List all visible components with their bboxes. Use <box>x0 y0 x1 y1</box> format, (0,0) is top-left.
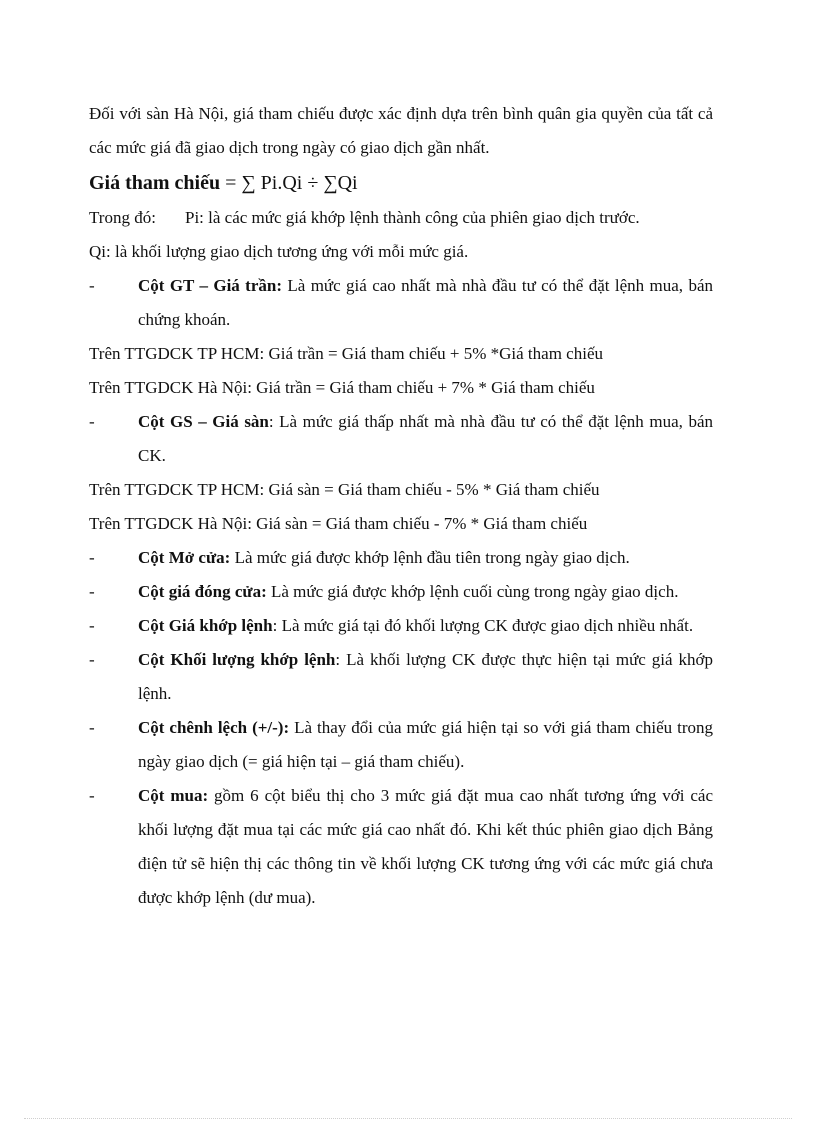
formula-left: Giá tham chiếu <box>89 172 221 194</box>
where-qi-line: Qi: là khối lượng giao dịch tương ứng với mỗi mức giá. <box>89 242 469 261</box>
term-floor: Cột GS – Giá sàn <box>138 412 269 431</box>
page-content <box>89 97 713 915</box>
list-item-text <box>138 643 713 711</box>
list-item-match-price <box>89 609 713 643</box>
ceiling-hcm-line: Trên TTGDCK TP HCM: Giá trần = Giá tham chiếu + 5% *Giá tham chiếu <box>89 344 603 363</box>
list-item-close <box>89 575 713 609</box>
list-item-match-volume <box>89 643 713 711</box>
list-item-text <box>138 609 693 643</box>
bullet-dash: - <box>89 786 95 805</box>
list-item-floor <box>89 405 713 473</box>
list-item-buy <box>89 779 713 915</box>
term-open: Cột Mở cửa: <box>138 548 231 567</box>
list-item-text <box>138 711 713 779</box>
bullet-dash: - <box>89 718 95 737</box>
formula-sum-q: ∑Qi <box>323 172 358 194</box>
term-match-volume: Cột Khối lượng khớp lệnh <box>138 650 336 669</box>
term-ceiling: Cột GT – Giá trần: <box>138 276 282 295</box>
intro-paragraph <box>89 97 713 165</box>
reference-price-formula <box>89 163 713 203</box>
list-item-ceiling <box>89 269 713 337</box>
term-match-price: Cột Giá khớp lệnh <box>138 616 273 635</box>
term-buy: Cột mua: <box>138 786 209 805</box>
intro-line-1: Đối với sàn Hà Nội, giá tham chiếu được xác định dựa trên bình quân gia quyền <box>89 104 643 123</box>
intro-line-2: của tất cả các mức giá đã giao dịch trong ngày có giao dịch gần nhất. <box>89 104 714 157</box>
definition-floor: : Là mức giá thấp nhất mà nhà đầu tư có thể đặt lệnh mua, bán CK. <box>138 412 713 465</box>
term-close: Cột giá đóng cửa: <box>138 582 267 601</box>
definition-open: Là mức giá được khớp lệnh đầu tiên trong ngày giao dịch. <box>230 548 630 567</box>
list-item-open <box>89 541 713 575</box>
formula-equals: = <box>220 172 242 194</box>
floor-hcm-line: Trên TTGDCK TP HCM: Giá sàn = Giá tham chiếu - 5% * Giá tham chiếu <box>89 480 600 499</box>
bullet-dash: - <box>89 582 95 601</box>
bullet-dash: - <box>89 650 95 669</box>
page-bottom-divider <box>24 1118 792 1119</box>
term-change-tail: (+/-): <box>247 718 290 737</box>
ceiling-hanoi-line: Trên TTGDCK Hà Nội: Giá trần = Giá tham chiếu + 7% * Giá tham chiếu <box>89 378 595 397</box>
floor-hanoi-line: Trên TTGDCK Hà Nội: Giá sàn = Giá tham chiếu - 7% * Giá tham chiếu <box>89 514 588 533</box>
definition-match-volume: : Là khối lượng CK được thực hiện tại mức giá khớp lệnh. <box>138 650 713 703</box>
bullet-dash: - <box>89 616 95 635</box>
bullet-dash: - <box>89 276 95 295</box>
definition-match-price: : Là mức giá tại đó khối lượng CK được giao dịch nhiều nhất. <box>272 616 694 635</box>
list-item-text <box>138 541 630 575</box>
definition-change: Là thay đổi của mức giá hiện tại so với giá tham chiếu trong ngày giao dịch (= giá hiện tại – giá tham chiếu). <box>138 718 714 771</box>
list-item-text <box>138 575 678 609</box>
definition-ceiling: Là mức giá cao nhất mà nhà đầu tư có thể đặt lệnh mua, bán chứng khoán. <box>138 276 713 329</box>
where-label: Trong đó: <box>89 208 156 227</box>
list-item-text <box>138 405 713 473</box>
list-item-text <box>138 269 713 337</box>
term-change: Cột chênh lệch <box>138 718 248 737</box>
definition-close: Là mức giá được khớp lệnh cuối cùng trong ngày giao dịch. <box>266 582 679 601</box>
list-item-change <box>89 711 713 779</box>
bullet-dash: - <box>89 412 95 431</box>
definition-buy: gồm 6 cột biểu thị cho 3 mức giá đặt mua cao nhất tương ứng với các khối lượng đặt mua tại các mức giá cao nhất đó. Khi kết thúc phiên giao dịch Bảng điện tử sẽ hiện thị các thông tin về khối lượng CK tương ứng với các mức giá chưa được khớp lệnh (dư mua). <box>138 786 714 907</box>
bullet-dash: - <box>89 548 95 567</box>
formula-divide: ÷ <box>302 172 324 194</box>
list-item-text <box>138 779 713 915</box>
where-pi-text: Pi: là các mức giá khớp lệnh thành công của phiên giao dịch trước. <box>185 208 640 227</box>
formula-sum-pq: ∑ Pi.Qi <box>241 172 303 194</box>
where-pi-line <box>89 201 713 235</box>
